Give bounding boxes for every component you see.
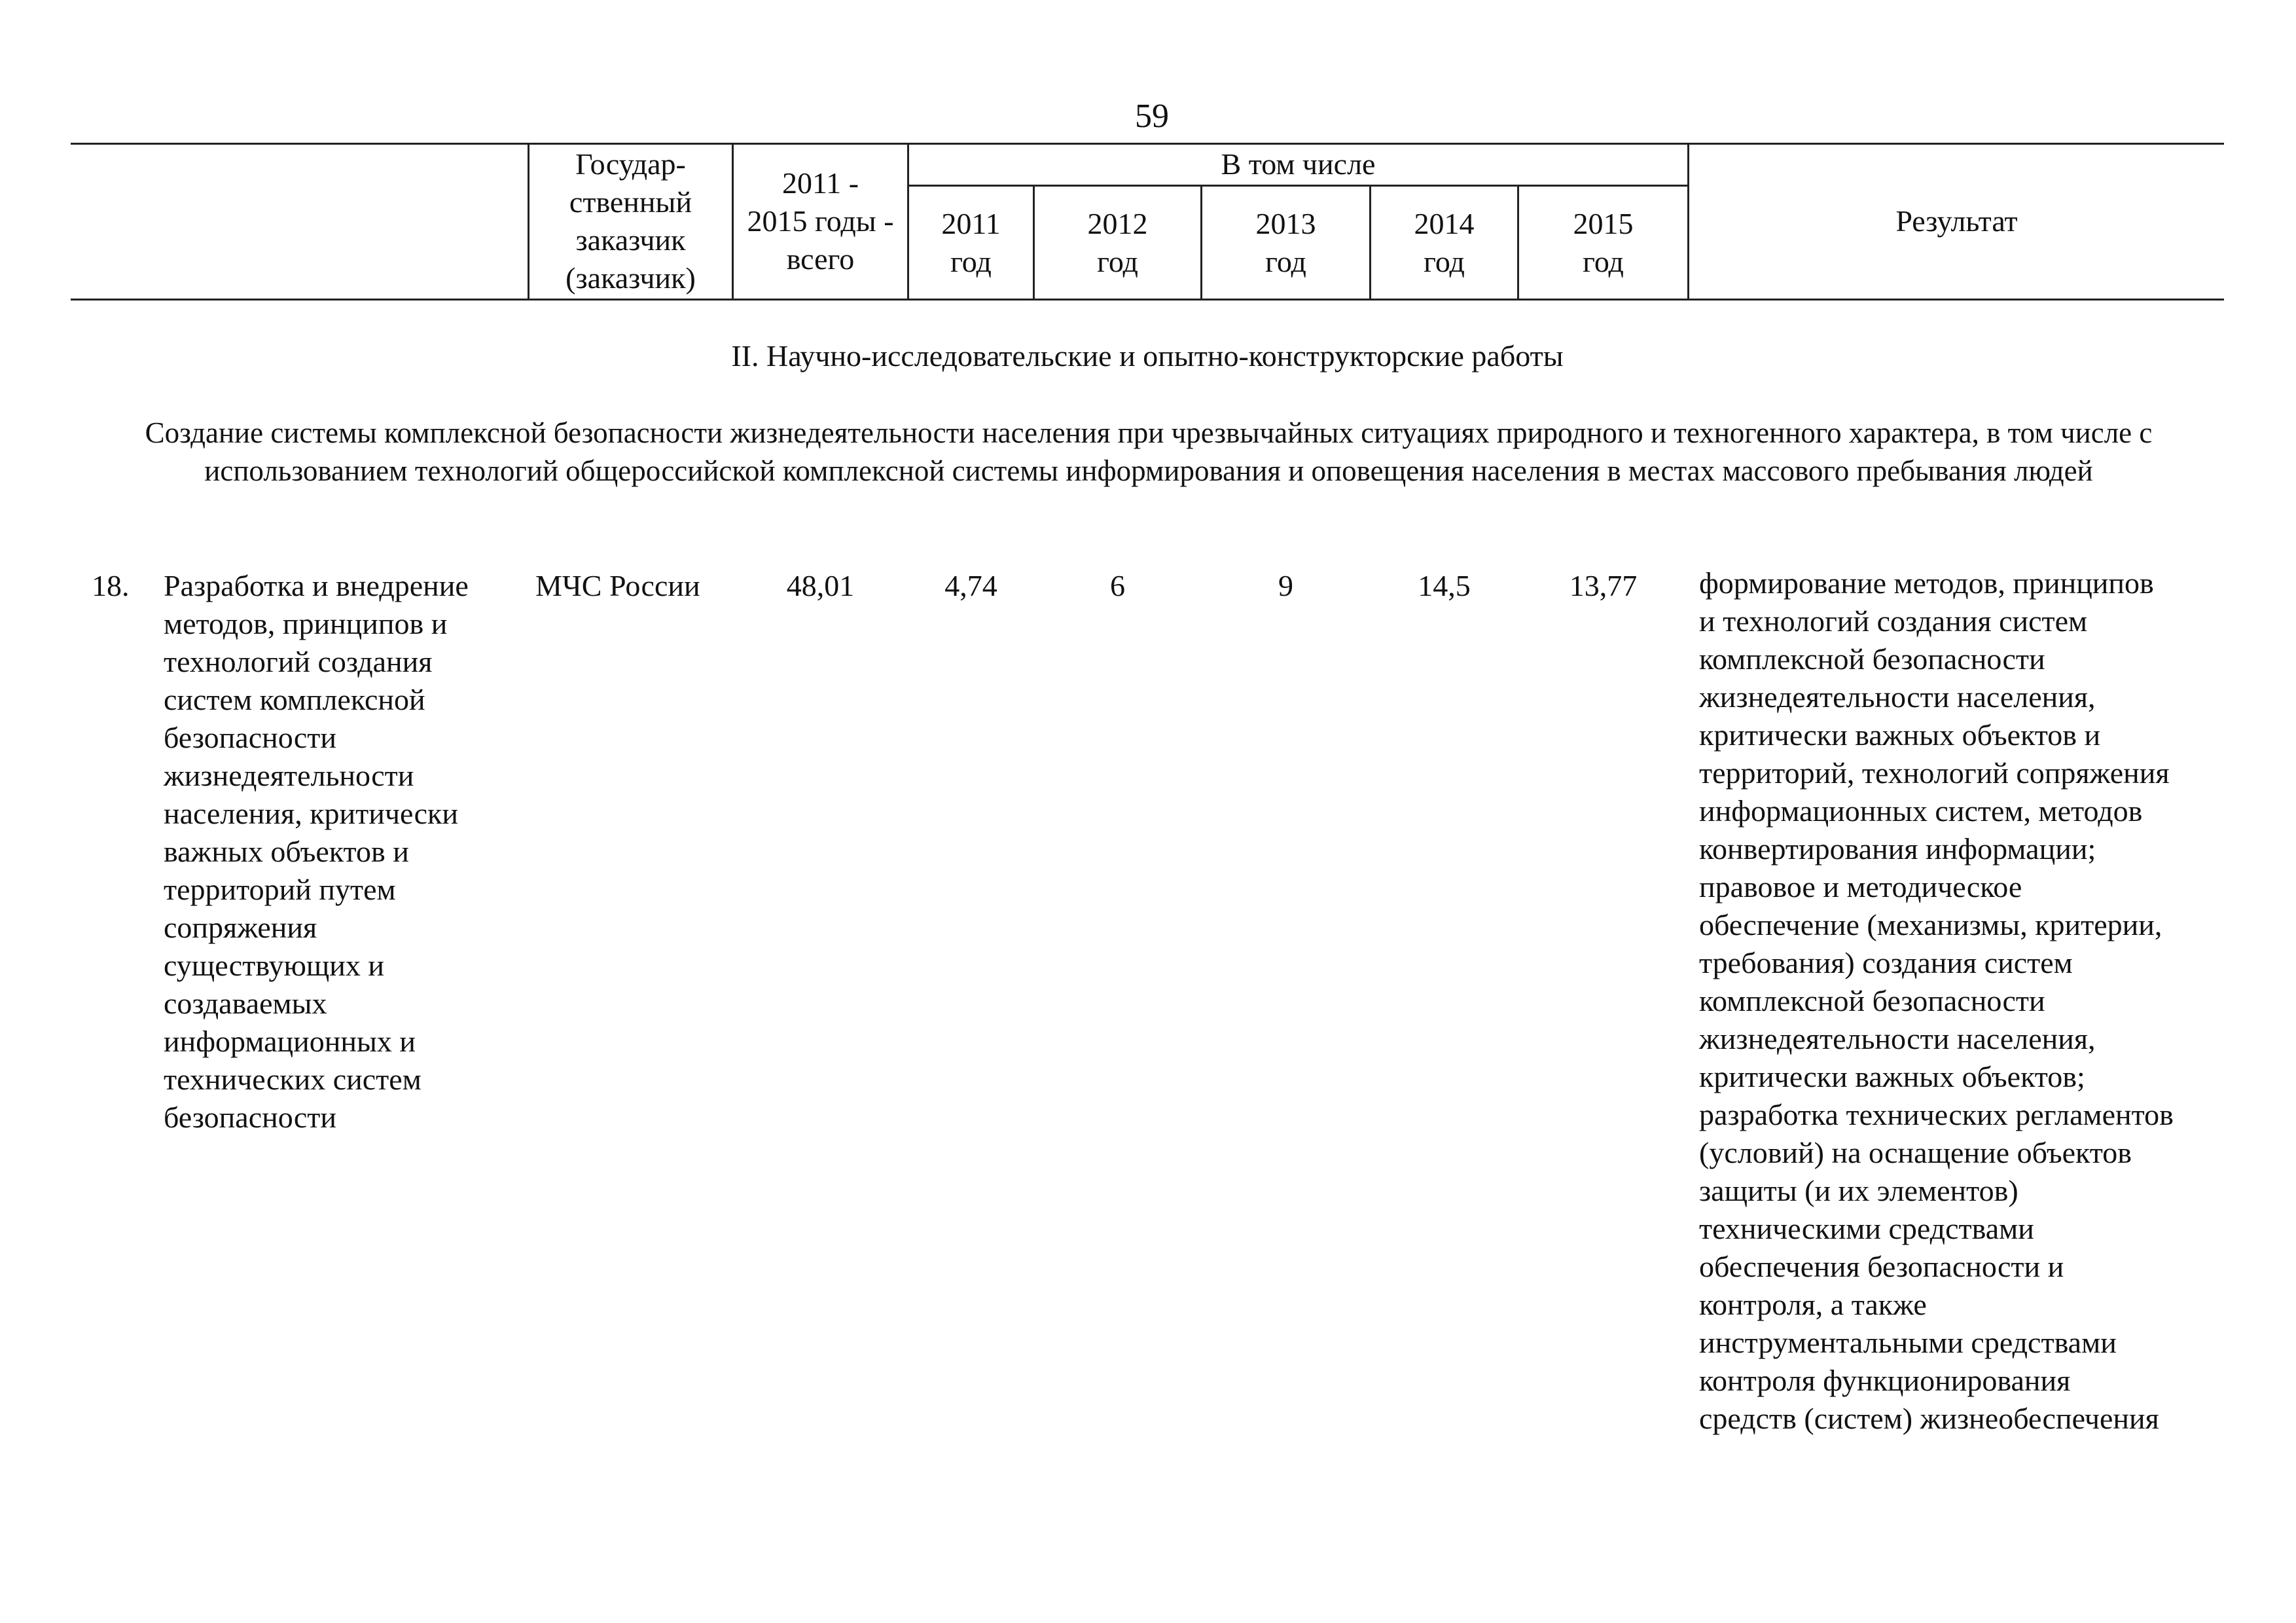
header-year-2015: 2015 год bbox=[1573, 206, 1634, 278]
row-2014: 14,5 bbox=[1418, 569, 1471, 602]
row-total: 48,01 bbox=[786, 569, 855, 602]
row-result: формирование методов, принципов и технологий создания систем комплексной безопасности жизнедеятельности населения, критически важных объектов и территорий, технологий сопряжения информационных систем, методов конвертирования информации; правовое и методическое обеспечение (механизмы, критерии, требования) создания систем комплексной безопасности жизнедеятельности населения, критически важных объектов; разработка технических регламентов (условий) на оснащение объектов защиты (и их элементов) техническими средствами обеспечения безопасности и контроля, а также инструментальными средствами контроля функционирования средств (систем) жизнеобеспечения bbox=[1699, 566, 2174, 1435]
row-2012: 6 bbox=[1110, 569, 1125, 602]
header-result: Результат bbox=[1895, 204, 2018, 238]
row-2011: 4,74 bbox=[944, 569, 997, 602]
header-year-2014: 2014 год bbox=[1414, 206, 1475, 278]
row-name: Разработка и внедрение методов, принципов и технологий создания систем комплексной безопасности жизнедеятельности населения, критически важных объектов и территорий путем сопряжения существующих и создаваемых информационных и технических систем безопасности bbox=[164, 569, 469, 1134]
header-year-2012: 2012 год bbox=[1087, 206, 1148, 278]
section-title: II. Научно-исследовательские и опытно-конструкторские работы bbox=[731, 339, 1564, 373]
row-number: 18. bbox=[92, 569, 130, 602]
row-2013: 9 bbox=[1278, 569, 1293, 602]
header-year-2011: 2011 год bbox=[941, 206, 1001, 278]
header-bottom-rule bbox=[71, 299, 2224, 301]
page-number: 59 bbox=[1135, 98, 1169, 135]
header-customer: Государ- ственный заказчик (заказчик) bbox=[565, 147, 696, 295]
subsection-title: Создание системы комплексной безопасности жизнедеятельности населения при чрезвычайных ситуациях природного и техногенного характера, в том числе с использованием технологий общероссийской комплексной системы информирования и оповещения населения в местах массового пребывания людей bbox=[145, 416, 2153, 487]
header-year-2013: 2013 год bbox=[1255, 206, 1316, 278]
header-total: 2011 - 2015 годы - всего bbox=[747, 166, 894, 276]
row-customer: МЧС России bbox=[535, 569, 700, 602]
row-2015: 13,77 bbox=[1569, 569, 1638, 602]
header-including: В том числе bbox=[1221, 147, 1376, 181]
